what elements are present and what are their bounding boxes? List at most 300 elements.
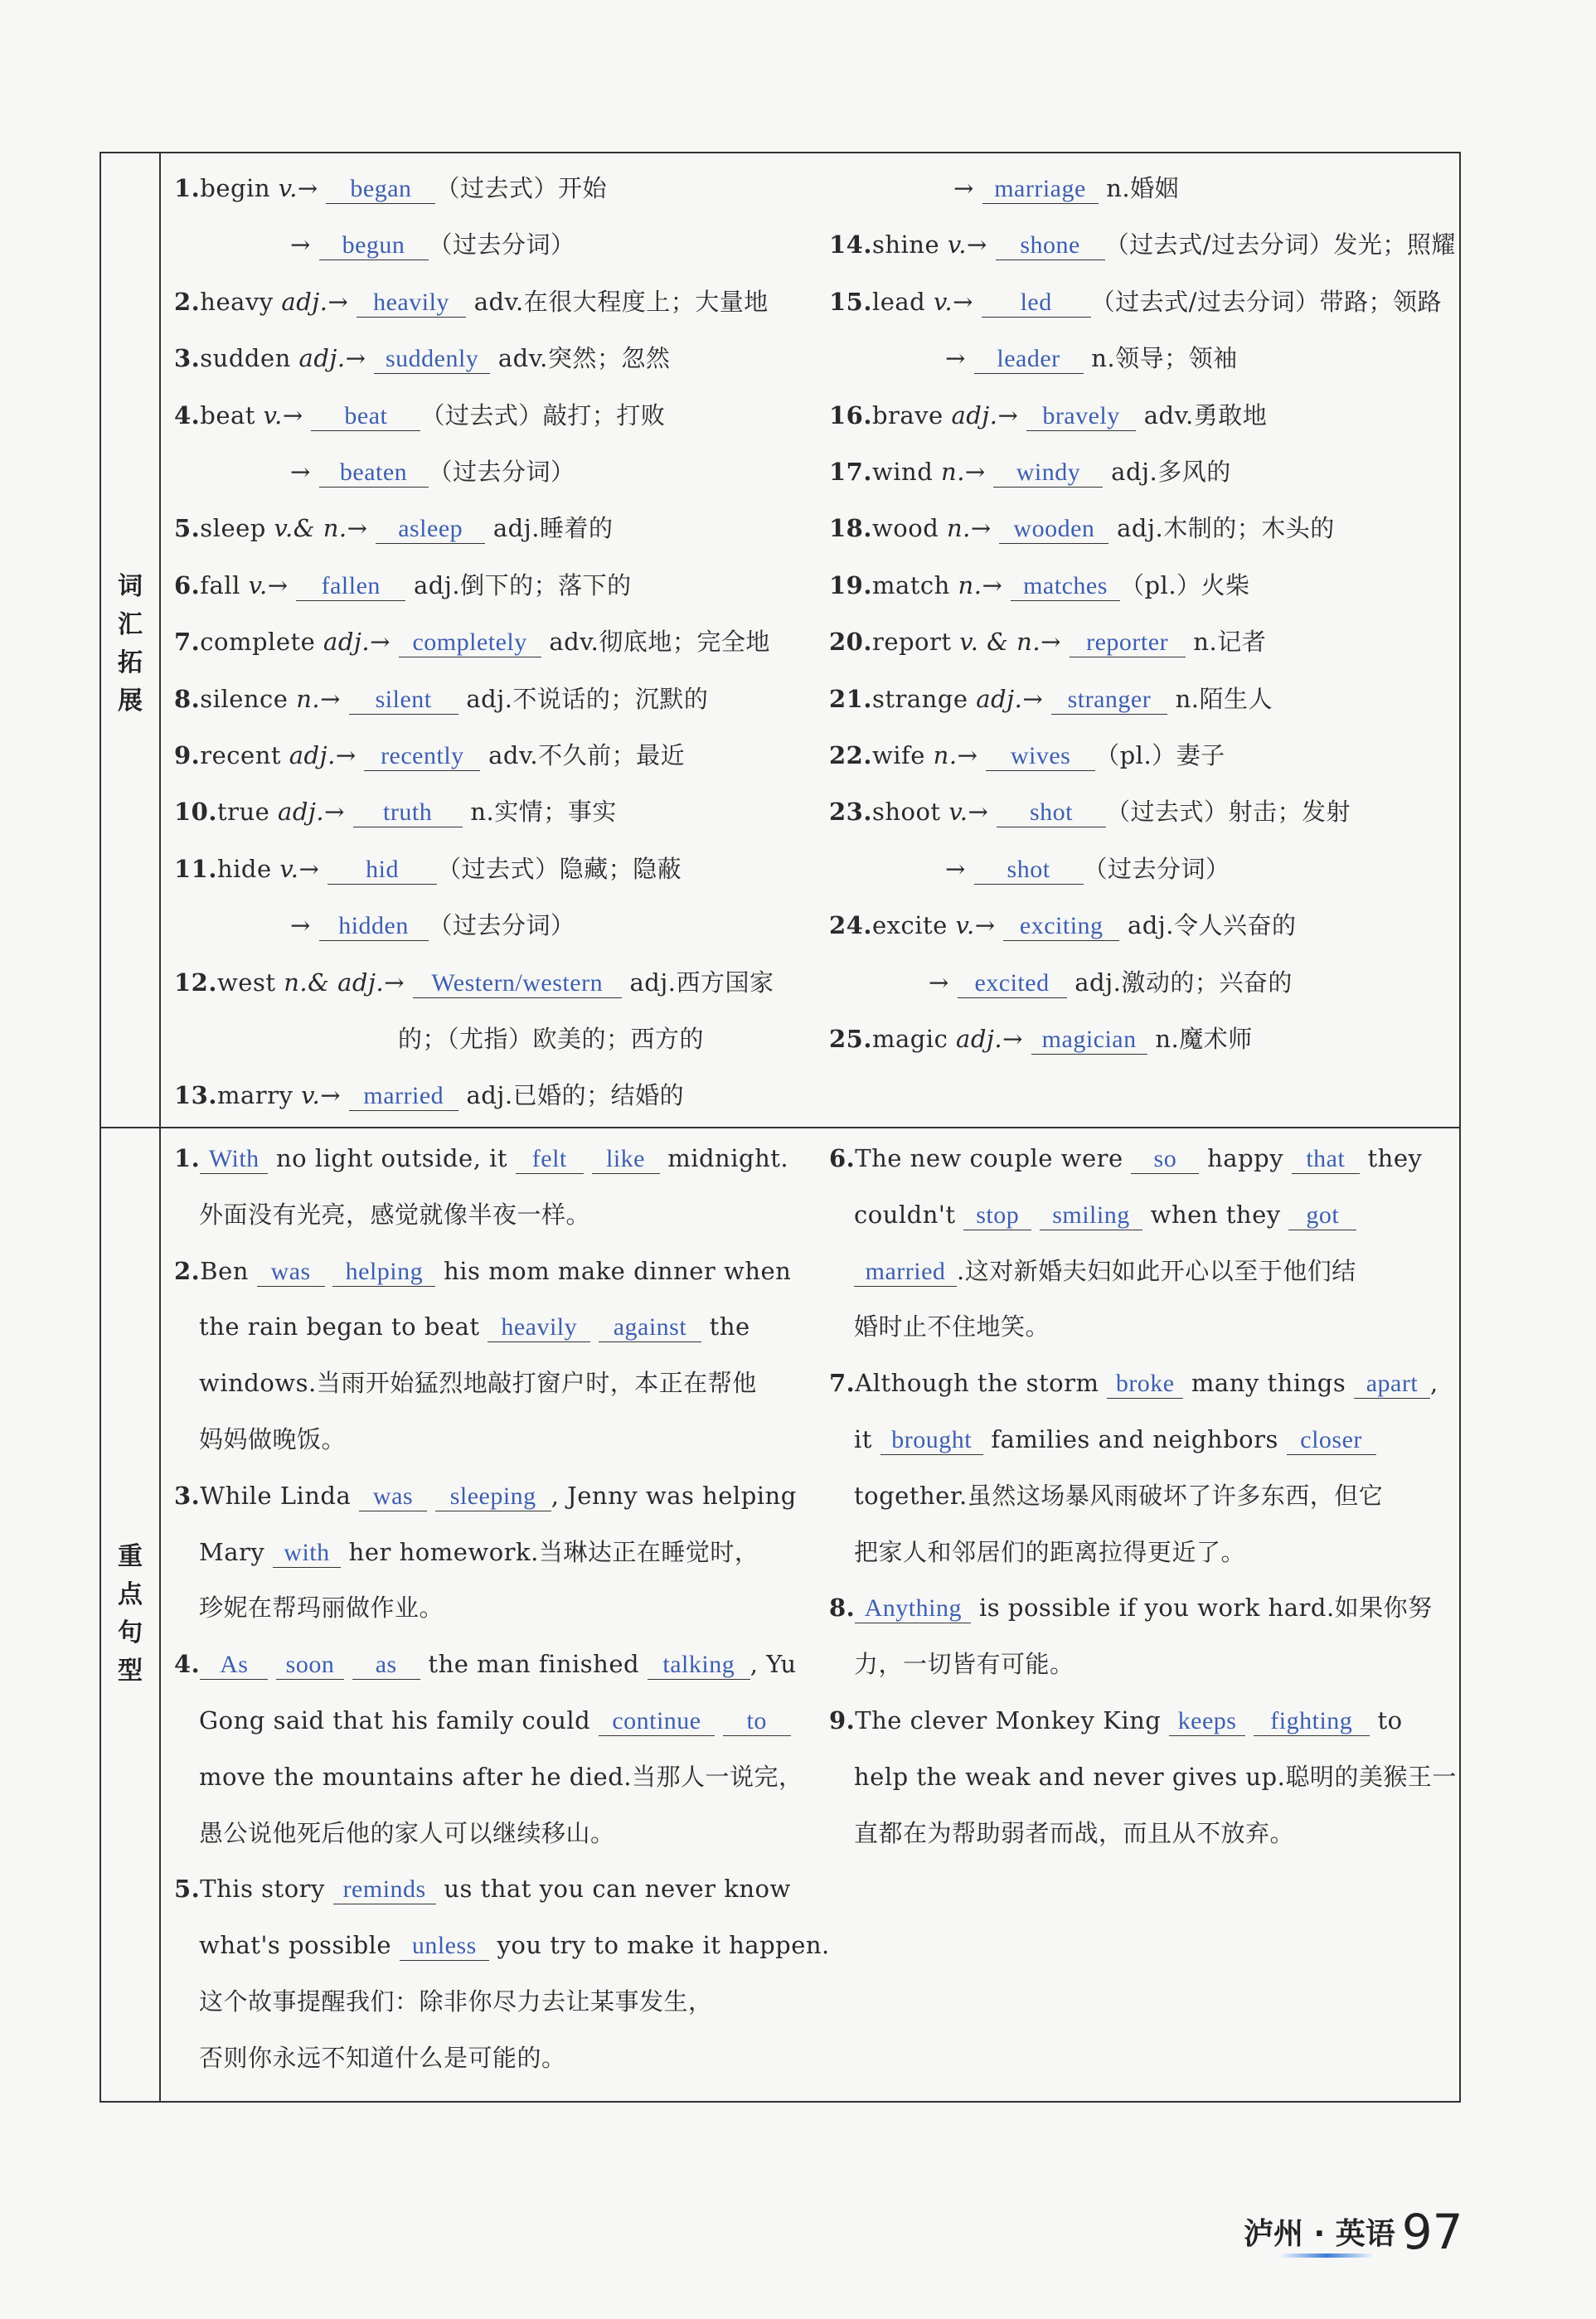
item-number: 22. [829, 741, 872, 769]
definition: （过去式/过去分词）发光；照耀 [1104, 230, 1456, 260]
sentence-text: Ben [200, 1256, 257, 1285]
sentence-line [199, 1198, 590, 1231]
answer-blank: heavily [357, 289, 466, 318]
answer-blank: silent [349, 686, 458, 715]
answer-blank: magician [1031, 1026, 1147, 1055]
sentence-text: help the weak and never gives up.聪明的美猴王一 [854, 1762, 1457, 1791]
answer-blank: shot [974, 856, 1084, 885]
answer-blank: apart [1354, 1370, 1430, 1399]
item-number: 3. [174, 1481, 201, 1510]
arrow: → [929, 968, 958, 997]
arrow: → [967, 230, 996, 260]
sentence-text: 妈妈做晚饭。 [199, 1425, 347, 1453]
item-number: 17. [829, 458, 872, 486]
answer-blank: excited [958, 969, 1067, 998]
arrow: → [282, 400, 312, 429]
vocab-item [174, 172, 607, 205]
sentence-line [199, 1985, 713, 2018]
vocab-item [829, 285, 1442, 318]
sentence-text: us that you can never know [435, 1875, 791, 1904]
vocab-item [829, 1022, 1253, 1055]
item-number: 25. [829, 1025, 872, 1053]
definition: adj.多风的 [1103, 458, 1231, 486]
item-number: 6. [829, 1144, 856, 1172]
vocab-item [829, 569, 1250, 602]
arrow: → [290, 911, 319, 940]
definition: adj.令人兴奋的 [1119, 911, 1297, 940]
answer-blank: beaten [319, 458, 429, 488]
answer-blank: talking [648, 1651, 750, 1680]
sentence-text: together.虽然这场暴风雨破坏了许多东西，但它 [854, 1481, 1384, 1510]
answer-blank: asleep [376, 515, 485, 544]
definition: n.魔术师 [1147, 1025, 1253, 1053]
answer-blank: beat [311, 402, 420, 431]
answer-blank: was [257, 1258, 325, 1287]
arrow: → [347, 514, 376, 543]
answer-blank: leader [974, 345, 1084, 374]
sentence-text: , [1429, 1369, 1438, 1398]
vocab-item [398, 1022, 704, 1055]
base-word: sudden [200, 344, 299, 373]
answer-blank: that [1292, 1145, 1360, 1174]
sentence-text: Gong said that his family could [199, 1706, 599, 1734]
base-word: heavy [200, 287, 282, 316]
part-of-speech: v.& n. [274, 514, 347, 543]
part-of-speech: v. [263, 400, 283, 429]
answer-blank: felt [516, 1145, 584, 1174]
part-of-speech: adj. [976, 684, 1023, 713]
sentence-line [829, 1704, 1403, 1737]
answer-blank: With [200, 1145, 268, 1174]
page-footer [1244, 2204, 1463, 2260]
answer-blank: As [200, 1651, 268, 1680]
sentence-line [854, 1817, 1294, 1850]
sentence-line [854, 1198, 1356, 1231]
vocab-item [829, 909, 1297, 942]
sentence-line [199, 1591, 444, 1624]
vocab-item [174, 966, 774, 999]
part-of-speech: adj. [323, 628, 371, 657]
answer-blank: stop [963, 1201, 1031, 1230]
sentence-line [829, 1366, 1438, 1400]
definition: （过去式）敲打；打败 [420, 400, 666, 429]
answer-blank: Western/western [413, 969, 622, 998]
arrow: → [320, 684, 349, 713]
vocab-item [290, 455, 575, 488]
definition: adj.木制的；木头的 [1108, 514, 1335, 543]
footer-decoration [1277, 2254, 1376, 2258]
answer-blank: Anything [855, 1594, 971, 1623]
sentence-line [854, 1423, 1376, 1456]
sentence-text: 珍妮在帮玛丽做作业。 [199, 1594, 444, 1623]
arrow: → [953, 174, 982, 202]
vocab-item [829, 512, 1335, 545]
sentence-text: to [1369, 1706, 1403, 1734]
sentence-line [854, 1535, 1245, 1569]
sentence-text [344, 1650, 352, 1678]
arrow: → [345, 344, 375, 373]
part-of-speech: v. [948, 798, 968, 827]
answer-blank: got [1288, 1201, 1356, 1230]
definition: （过去式）开始 [435, 174, 607, 202]
answer-blank: windy [993, 458, 1103, 488]
vocab-section-title: 词 汇 拓 展 [118, 572, 143, 716]
item-number: 1. [174, 1144, 201, 1172]
sentence-text: Although the storm [855, 1369, 1108, 1398]
sentence-line [174, 1479, 797, 1512]
base-word: strange [871, 684, 977, 713]
vocab-item [829, 399, 1267, 432]
vocab-item [174, 569, 632, 602]
answer-blank: married [854, 1258, 957, 1287]
sentence-text: This story [200, 1875, 333, 1904]
vocab-item [829, 455, 1231, 488]
sentence-text: The clever Monkey King [855, 1706, 1170, 1734]
sentence-text: midnight. [659, 1144, 789, 1172]
answer-blank: begun [319, 231, 429, 260]
base-word: report [871, 628, 960, 657]
answer-blank: began [326, 175, 435, 204]
sentence-line [174, 1254, 791, 1288]
item-number: 16. [829, 400, 872, 429]
vocab-item [945, 852, 1230, 885]
item-number: 18. [829, 514, 872, 543]
vocab-item [929, 966, 1293, 999]
vocab-item [174, 682, 708, 716]
part-of-speech: v. [279, 854, 299, 883]
sentence-line [174, 1142, 788, 1175]
vocab-item [174, 342, 670, 375]
item-number: 7. [174, 628, 201, 657]
definition: （过去分词） [428, 458, 575, 486]
answer-blank: led [982, 289, 1091, 318]
sentence-line [829, 1591, 1433, 1624]
item-number: 9. [174, 741, 201, 769]
arrow: → [384, 968, 413, 997]
vocab-item [174, 625, 770, 658]
answer-blank: like [592, 1145, 660, 1174]
definition: （pl.）妻子 [1095, 741, 1225, 769]
vocab-item [174, 285, 769, 318]
definition: adv.突然；忽然 [490, 344, 671, 373]
sentence-line [854, 1647, 1075, 1681]
vocab-item [829, 739, 1225, 772]
sentence-text: couldn't [854, 1200, 964, 1229]
sentence-text: the [701, 1312, 750, 1341]
answer-blank: fighting [1254, 1707, 1370, 1736]
arrow: → [320, 1081, 349, 1110]
sentence-text: 直都在为帮助弱者而战，而且从不放弃。 [854, 1818, 1295, 1847]
base-word: magic [871, 1025, 957, 1053]
sentence-line [854, 1254, 1356, 1288]
answer-blank: completely [399, 628, 541, 657]
part-of-speech: v. [933, 287, 953, 316]
answer-blank: bravely [1026, 402, 1136, 431]
sentence-text: when they [1142, 1200, 1289, 1229]
vocab-item [829, 795, 1351, 828]
item-number: 4. [174, 1650, 201, 1679]
sentence-text: the rain began to beat [199, 1312, 488, 1341]
arrow: → [957, 741, 987, 769]
base-word: shine [871, 230, 948, 260]
answer-blank: heavily [488, 1313, 590, 1342]
arrow: → [298, 854, 328, 883]
definition: n.领导；领袖 [1083, 344, 1238, 373]
item-number: 8. [174, 684, 201, 713]
section-divider [101, 1127, 1459, 1128]
item-number: 12. [174, 968, 217, 997]
answer-blank: shot [997, 798, 1106, 827]
answer-blank: wives [986, 742, 1095, 771]
answer-blank: keeps [1169, 1707, 1245, 1736]
vocab-item [290, 228, 575, 261]
base-word: sleep [200, 514, 274, 543]
part-of-speech: v. [955, 911, 975, 940]
sentence-line [174, 1647, 797, 1681]
part-of-speech: n. [946, 514, 971, 543]
definition: 的；（尤指）欧美的；西方的 [398, 1025, 705, 1053]
sentence-text: 力，一切皆有可能。 [854, 1650, 1075, 1679]
sentence-text: his mom make dinner when [435, 1256, 792, 1285]
sentence-text [427, 1482, 435, 1510]
definition: adj.已婚的；结婚的 [458, 1081, 685, 1110]
arrow: → [945, 344, 974, 373]
sentence-line [199, 1423, 346, 1456]
item-number: 14. [829, 230, 872, 260]
definition: adv.勇敢地 [1136, 400, 1268, 429]
answer-blank: stranger [1051, 686, 1167, 715]
definition: n.婚姻 [1098, 174, 1180, 202]
base-word: west [216, 968, 284, 997]
sentence-line [854, 1310, 1050, 1343]
arrow: → [335, 741, 365, 769]
sentence-text: , Jenny was helping [551, 1481, 797, 1510]
sentence-line [174, 1872, 791, 1905]
vocab-item [174, 795, 617, 828]
arrow: → [324, 798, 353, 827]
part-of-speech: v. [947, 230, 968, 260]
sentence-text: you try to make it happen. [488, 1931, 830, 1960]
part-of-speech: adj. [281, 287, 328, 316]
base-word: fall [200, 570, 249, 599]
item-number: 1. [174, 174, 201, 202]
answer-blank: broke [1107, 1370, 1183, 1399]
sentence-text [1031, 1201, 1040, 1229]
vocab-item [945, 342, 1238, 375]
base-word: marry [216, 1081, 302, 1110]
item-number: 8. [829, 1594, 856, 1623]
sentence-text: it [854, 1425, 880, 1453]
base-word: shoot [871, 798, 949, 827]
arrow: → [297, 174, 327, 202]
sentence-text: 把家人和邻居们的距离拉得更近了。 [854, 1537, 1246, 1566]
vocab-item [174, 1079, 684, 1112]
part-of-speech: n.& adj. [284, 968, 385, 997]
part-of-speech: n. [296, 684, 321, 713]
part-of-speech: n. [933, 741, 958, 769]
arrow: → [327, 287, 357, 316]
item-number: 10. [174, 798, 217, 827]
sentence-text: The new couple were [855, 1144, 1132, 1172]
arrow: → [997, 400, 1027, 429]
definition: adj.倒下的；落下的 [405, 570, 632, 599]
answer-blank: soon [276, 1651, 344, 1680]
arrow: → [370, 628, 399, 657]
part-of-speech: adj. [289, 741, 336, 769]
sentence-line [854, 1479, 1383, 1512]
base-word: hide [216, 854, 280, 883]
definition: adj.睡着的 [485, 514, 614, 543]
item-number: 15. [829, 287, 872, 316]
item-number: 3. [174, 344, 201, 373]
vocab-item [829, 682, 1273, 716]
answer-blank: was [359, 1482, 427, 1511]
definition: （过去式/过去分词）带路；领路 [1090, 287, 1442, 316]
definition: （过去分词） [1083, 854, 1230, 883]
sentence-text: many things [1183, 1369, 1354, 1398]
sentence-text: is possible if you work hard.如果你努 [971, 1594, 1433, 1623]
part-of-speech: v. & n. [959, 628, 1041, 657]
item-number: 19. [829, 570, 872, 599]
answer-blank: against [599, 1313, 701, 1342]
arrow: → [982, 570, 1011, 599]
sentence-text: windows.当雨开始猛烈地敲打窗户时，本正在帮他 [199, 1369, 757, 1398]
sentence-line [199, 1704, 791, 1737]
vocab-item [174, 852, 682, 885]
base-word: match [871, 570, 958, 599]
sentence-text: 这个故事提醒我们：除非你尽力去让某事发生， [199, 1987, 713, 2016]
sentence-line [199, 1535, 759, 1569]
part-of-speech: adj. [298, 344, 346, 373]
definition: n.实情；事实 [462, 798, 617, 827]
item-number: 23. [829, 798, 872, 827]
part-of-speech: adj. [956, 1025, 1003, 1053]
sentence-text [715, 1706, 723, 1734]
answer-blank: brought [880, 1426, 983, 1455]
arrow: → [964, 458, 994, 486]
sentence-line [199, 1817, 615, 1850]
definition: n.陌生人 [1167, 684, 1273, 713]
answer-blank: so [1131, 1145, 1199, 1174]
sentence-text: Mary [199, 1537, 273, 1566]
vocab-item [290, 909, 575, 942]
sentence-text: 外面没有光亮，感觉就像半夜一样。 [199, 1200, 591, 1229]
sentence-text: 愚公说他死后他的家人可以继续移山。 [199, 1818, 615, 1847]
sentence-text [325, 1257, 333, 1285]
arrow: → [290, 458, 319, 486]
sentence-section-title: 重 点 句 型 [118, 1542, 143, 1686]
definition: adj.不说话的；沉默的 [458, 684, 709, 713]
part-of-speech: v. [301, 1081, 321, 1110]
answer-blank: sleeping [435, 1482, 551, 1511]
definition: adj.激动的；兴奋的 [1066, 968, 1293, 997]
sentence-text: While Linda [200, 1481, 359, 1510]
definition: adv.在很大程度上；大量地 [466, 287, 769, 316]
base-word: brave [871, 400, 952, 429]
sentence-line [199, 1760, 803, 1793]
sentence-text: 否则你永远不知道什么是可能的。 [199, 2043, 566, 2072]
sentence-text: they [1359, 1144, 1423, 1172]
item-number: 6. [174, 570, 201, 599]
footer-label: 泸州 · 英语 [1244, 2217, 1395, 2251]
sentence-text: .这对新婚夫妇如此开心以至于他们结 [957, 1256, 1356, 1285]
sentence-text [590, 1312, 599, 1341]
base-word: wind [871, 458, 942, 486]
sentence-text: no light outside, it [268, 1144, 516, 1172]
answer-blank: as [352, 1651, 420, 1680]
part-of-speech: adj. [278, 798, 325, 827]
vocab-item [829, 228, 1456, 261]
definition: adv.彻底地；完全地 [541, 628, 770, 657]
sentence-text: , Yu [749, 1650, 797, 1679]
arrow: → [968, 798, 997, 827]
sentence-text: families and neighbors [982, 1425, 1287, 1453]
base-word: true [216, 798, 279, 827]
arrow: → [970, 514, 1000, 543]
base-word: excite [871, 911, 956, 940]
answer-blank: reminds [333, 1875, 436, 1904]
answer-blank: suddenly [374, 345, 490, 374]
base-word: beat [200, 400, 264, 429]
answer-blank: exciting [1003, 912, 1119, 941]
arrow: → [953, 287, 982, 316]
vocab-item [174, 739, 685, 772]
sentence-text: 婚时止不住地笑。 [854, 1312, 1050, 1341]
definition: （过去式）射击；发射 [1106, 798, 1351, 827]
sentence-text: her homework.当琳达正在睡觉时， [340, 1537, 759, 1566]
base-word: begin [200, 174, 279, 202]
vocab-item [829, 625, 1266, 658]
sentence-text: what's possible [199, 1931, 400, 1960]
answer-blank: reporter [1070, 628, 1186, 657]
base-word: recent [200, 741, 289, 769]
answer-blank: married [349, 1082, 458, 1111]
definition: （过去式）隐藏；隐蔽 [437, 854, 682, 883]
item-number: 21. [829, 684, 872, 713]
answer-blank: shone [996, 231, 1105, 260]
sentence-text [268, 1650, 276, 1678]
sentence-line [829, 1142, 1422, 1175]
item-number: 20. [829, 628, 872, 657]
arrow: → [1002, 1025, 1031, 1053]
vocab-item [174, 399, 665, 432]
item-number: 2. [174, 1256, 201, 1285]
item-number: 9. [829, 1706, 856, 1734]
arrow: → [267, 570, 297, 599]
answer-blank: unless [400, 1932, 489, 1961]
answer-blank: with [273, 1539, 341, 1568]
answer-blank: helping [332, 1258, 435, 1287]
arrow: → [1022, 684, 1051, 713]
exercise-table [99, 152, 1461, 2103]
sentence-line [199, 1928, 830, 1962]
definition: n.记者 [1185, 628, 1267, 657]
base-word: complete [200, 628, 324, 657]
sentence-text: happy [1199, 1144, 1292, 1172]
arrow: → [290, 230, 319, 260]
base-word: lead [871, 287, 934, 316]
definition: adj.西方国家 [621, 968, 774, 997]
part-of-speech: n. [941, 458, 965, 486]
base-word: wood [871, 514, 947, 543]
sentence-text: the man finished [420, 1650, 648, 1679]
definition: （过去分词） [428, 911, 575, 940]
answer-blank: closer [1287, 1426, 1376, 1455]
answer-blank: marriage [982, 175, 1099, 204]
sentence-line [199, 1310, 750, 1343]
definition: adv.不久前；最近 [480, 741, 686, 769]
part-of-speech: n. [958, 570, 982, 599]
